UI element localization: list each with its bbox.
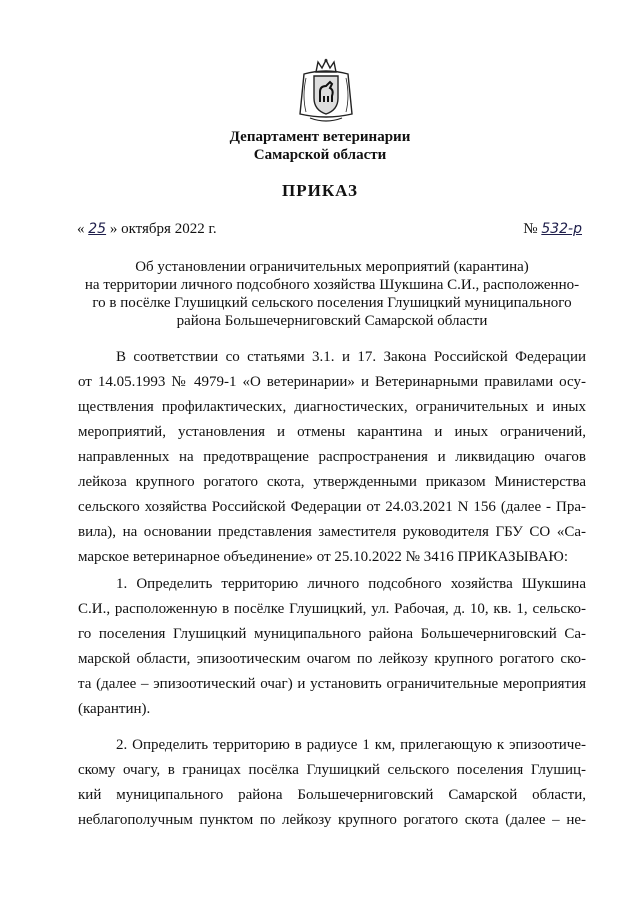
date-open-quote: «: [77, 221, 85, 237]
item-2-line: неблагополучным пунктом по лейкозу крупного рогатого скота (далее – не-: [78, 812, 586, 828]
order-subject: [78, 258, 586, 330]
preamble-line: В соответствии со статьями 3.1. и 17. Закона Российской Федерации: [116, 349, 586, 365]
preamble-line: вила), на основании представления заместителя руководителя ГБУ СО «Са-: [78, 524, 586, 540]
coat-of-arms-emblem: [296, 58, 356, 124]
preamble-line: сельского хозяйства Российской Федерации от 24.03.2021 N 156 (далее - Пра-: [78, 499, 586, 515]
number-handwritten: 532-р: [541, 221, 582, 237]
item-1-line: (карантин).: [78, 701, 151, 717]
subject-line-1: Об установлении ограничительных мероприятий (карантина): [135, 259, 529, 275]
item-1-line: марской области, эпизоотическим очагом по лейкозу крупного рогатого ско-: [78, 651, 586, 667]
item-1-paragraph: [78, 572, 586, 722]
preamble-line: от 14.05.1993 № 4979-1 «О ветеринарии» и Ветеринарными правилами осу-: [78, 374, 586, 390]
preamble-line: ществления профилактических, диагностических, ограничительных и иных: [78, 399, 586, 415]
subject-line-3: го в посёлке Глушицкий сельского поселения Глушицкий муниципального: [92, 295, 572, 311]
item-2-line: скому очагу, в границах посёлка Глушицкий сельского поселения Глушиц-: [78, 762, 586, 778]
item-1-line: С.И., расположенную в посёлке Глушицкий, ул. Рабочая, д. 10, кв. 1, сельско-: [78, 601, 586, 617]
department-name: [0, 128, 640, 164]
subject-line-4: района Большечерниговский Самарской области: [176, 313, 488, 329]
item-2-line: кий муниципального района Большечерниговский Самарской области,: [78, 787, 586, 803]
item-1-line: го поселения Глушицкий муниципального района Большечерниговский Са-: [78, 626, 586, 642]
preamble-line: марское ветеринарное объединение» от 25.10.2022 № 3416 ПРИКАЗЫВАЮ:: [78, 549, 569, 565]
order-title: ПРИКАЗ: [282, 181, 358, 200]
department-line-1: Департамент ветеринарии: [229, 129, 411, 145]
date-rest: » октября 2022 г.: [109, 221, 217, 237]
number-prefix: №: [523, 221, 538, 237]
order-date: [77, 221, 217, 238]
subject-line-2: на территории личного подсобного хозяйства Шукшина С.И., расположенно-: [84, 277, 580, 293]
item-2-paragraph: [78, 733, 586, 833]
date-day-handwritten: 25: [88, 221, 107, 237]
item-2-line: 2. Определить территорию в радиусе 1 км, прилегающую к эпизоотиче-: [116, 737, 586, 753]
item-1-line: та (далее – эпизоотический очаг) и установить ограничительные мероприятия: [78, 676, 586, 692]
preamble-paragraph: [78, 345, 586, 570]
department-line-2: Самарской области: [253, 147, 387, 163]
preamble-line: лейкоза крупного рогатого скота, утвержденными приказом Министерства: [78, 474, 586, 490]
preamble-line: мероприятий, установления и отмены карантина и иных ограничений,: [78, 424, 586, 440]
order-number: [523, 221, 582, 238]
preamble-line: направленных на предотвращение распространения и ликвидацию очагов: [78, 449, 586, 465]
item-1-line: 1. Определить территорию личного подсобного хозяйства Шукшина: [116, 576, 586, 592]
